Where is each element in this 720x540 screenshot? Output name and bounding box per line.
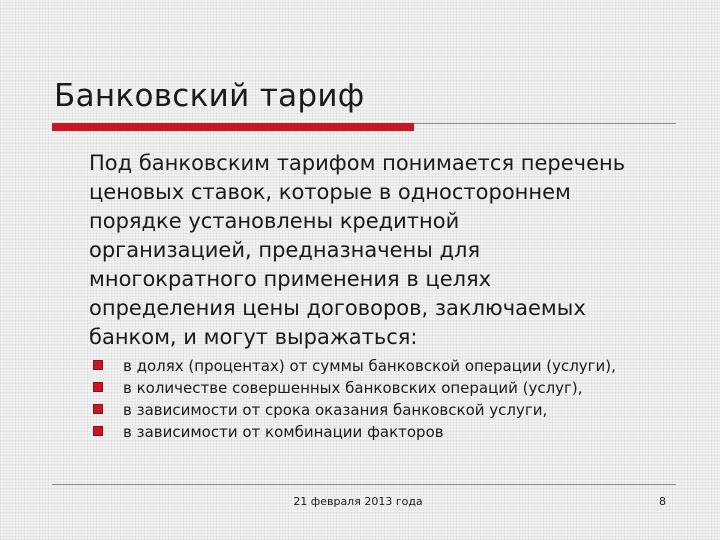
title-accent-bar	[52, 123, 414, 131]
square-bullet-icon	[93, 426, 103, 436]
bullet-item	[90, 423, 690, 441]
bullet-item	[90, 401, 690, 419]
bullet-text: в зависимости от комбинации факторов	[123, 423, 444, 441]
page-number: 8	[659, 495, 666, 508]
slide-title: Банковский тариф	[54, 78, 365, 114]
footer-divider	[52, 484, 676, 485]
square-bullet-icon	[93, 404, 103, 414]
bullet-list	[90, 357, 690, 445]
body-paragraph: Под банковским тарифом понимается перечень ценовых ставок, которые в одностороннем порядке установлены кредитной организацией, предназначены для многократного применения в целях определения цены договоров, заключаемых банком, и могут выражаться:	[89, 151, 626, 349]
square-bullet-icon	[93, 382, 103, 392]
bullet-text: в долях (процентах) от суммы банковской операции (услуги),	[123, 357, 616, 375]
bullet-text: в количестве совершенных банковских операций (услуг),	[123, 379, 583, 397]
bullet-text: в зависимости от срока оказания банковской услуги,	[123, 401, 548, 419]
footer-date: 21 февраля 2013 года	[293, 495, 423, 508]
bullet-item	[90, 357, 690, 375]
bullet-item	[90, 379, 690, 397]
square-bullet-icon	[93, 360, 103, 370]
